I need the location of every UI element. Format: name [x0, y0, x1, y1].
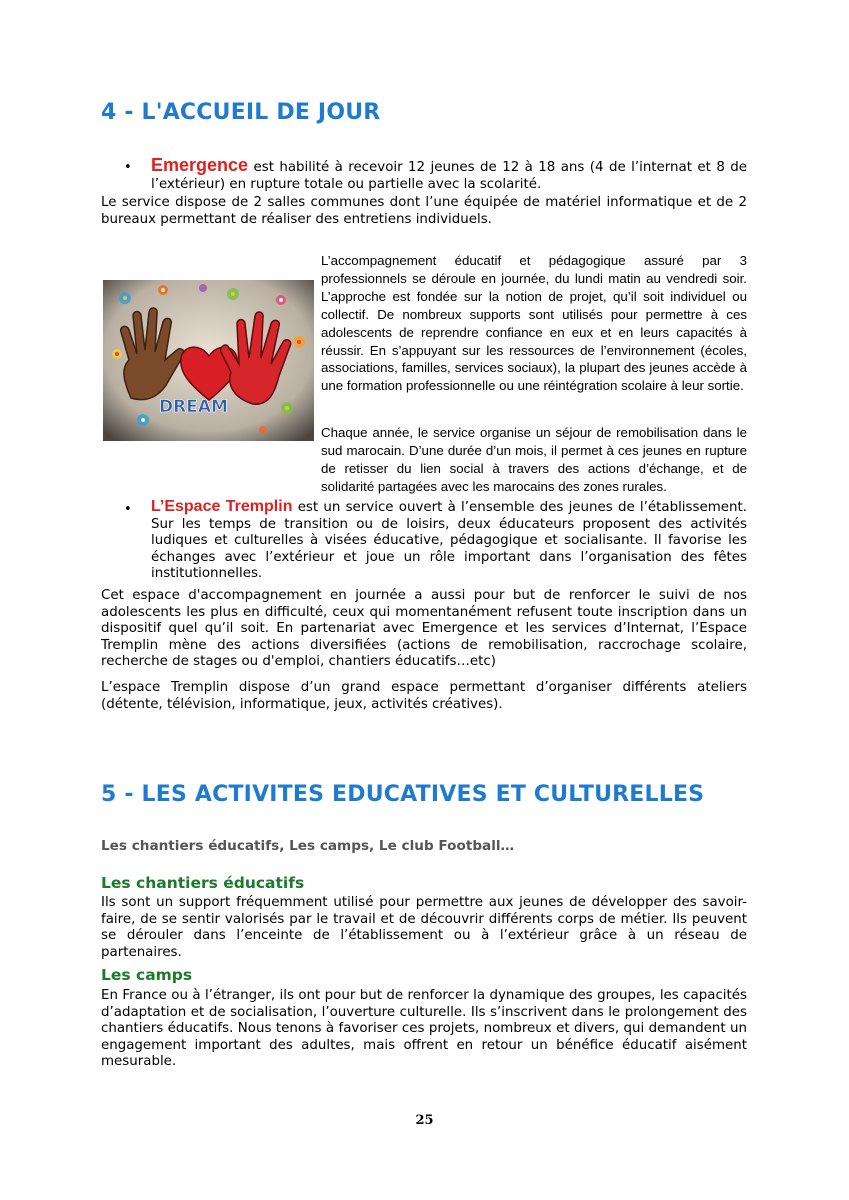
dream-hands-photo: [103, 280, 314, 441]
section-5-subtitle: Les chantiers éducatifs, Les camps, Le club Football…: [101, 838, 515, 854]
accompagnement-paragraph: L’accompagnement éducatif et pédagogique assuré par 3 professionnels se déroule en journée, du lundi matin au vendredi soir. L’approche est fondée sur la notion de projet, qu’il soit individuel ou collectif. De nombreux supports sont utilisés pour permettre à ces adolescents de reprendre confiance en eux et en leurs capacités à réussir. En s’appuyant sur les ressources de l’environnement (écoles, associations, familles, services sociaux), la plupart des jeunes accède à une formation professionnelle ou une réintégration scolaire à leur sortie.: [321, 253, 747, 394]
sejour-paragraph: Chaque année, le service organise un séjour de remobilisation dans le sud marocain. D’une durée d’un mois, il permet à ces jeunes en rupture de retisser du lien social à travers des actions d’échange, et de solidarité partagées avec les marocains des zones rurales.: [321, 425, 747, 494]
dispose-paragraph: L’espace Tremplin dispose d’un grand espace permettant d’organiser différents ateliers (détente, télévision, informatique, jeux, activités créatives).: [101, 680, 747, 712]
chantiers-paragraph: Ils sont un support fréquemment utilisé pour permettre aux jeunes de développer des savoir-faire, de se sentir valorisés par le travail et de découvrir différents corps de métier. Ils peuvent se dérouler dans l’enceinte de l’établissement ou à l’extérieur grâce à un réseau de partenaires.: [101, 895, 747, 960]
chantiers-heading: Les chantiers éducatifs: [101, 874, 305, 892]
tremplin-paragraph: [151, 499, 747, 583]
camps-paragraph: En France ou à l’étranger, ils ont pour but de renforcer la dynamique des groupes, les capacités d’adaptation et de socialisation, l’ouverture culturelle. Ils s’inscrivent dans le prolongement des chantiers éducatifs. Nous tenons à favoriser ces projets, nombreux et divers, qui demandent un engagement important des adultes, mais offrent en retour un bénéfice éducatif aisément mesurable.: [101, 988, 747, 1070]
camps-heading: Les camps: [101, 966, 193, 984]
page-number: 25: [415, 1113, 434, 1128]
tremplin-term: L’Espace Tremplin: [151, 498, 293, 515]
section-4-title: 4 - L'ACCUEIL DE JOUR: [101, 100, 381, 125]
tremplin-text: est un service ouvert à l’ensemble des jeunes de l’établissement. Sur les temps de transition ou de loisirs, deux éducateurs proposent des activités ludiques et culturelles à visées éducative, pédagogique et socialisante. Il favorise les échanges avec l’extérieur et joue un rôle important dans l’organisation des fêtes institutionnelles.: [151, 500, 748, 582]
emergence-paragraph: [151, 157, 747, 193]
cet-espace-paragraph: Cet espace d'accompagnement en journée a aussi pour but de renforcer le suivi de nos adolescents les plus en difficulté, ceux qui momentanément refusent toute inscription dans un dispositif quel qu’il soit. En partenariat avec Emergence et les services d’Internat, l’Espace Tremplin mène des actions diversifiées (actions de remobilisation, raccrochage scolaire, recherche de stages ou d'emploi, chantiers éducatifs…etc): [101, 588, 747, 670]
emergence-term: Emergence: [151, 155, 249, 175]
bullet-dot: •: [124, 160, 132, 175]
emergence-text: est habilité à recevoir 12 jeunes de 12 à 18 ans (4 de l’internat et 8 de l’extérieur) en rupture totale ou partielle avec la scolarité.: [151, 160, 747, 192]
service-paragraph: Le service dispose de 2 salles communes dont l’une équipée de matériel informatique et de 2 bureaux permettant de réaliser des entretiens individuels.: [101, 195, 747, 227]
section-5-title: 5 - LES ACTIVITES EDUCATIVES ET CULTURELLES: [101, 782, 705, 807]
dream-text: DREAM: [159, 397, 228, 417]
hands-heart-illustration: [103, 280, 314, 441]
bullet-dot: •: [124, 502, 132, 517]
